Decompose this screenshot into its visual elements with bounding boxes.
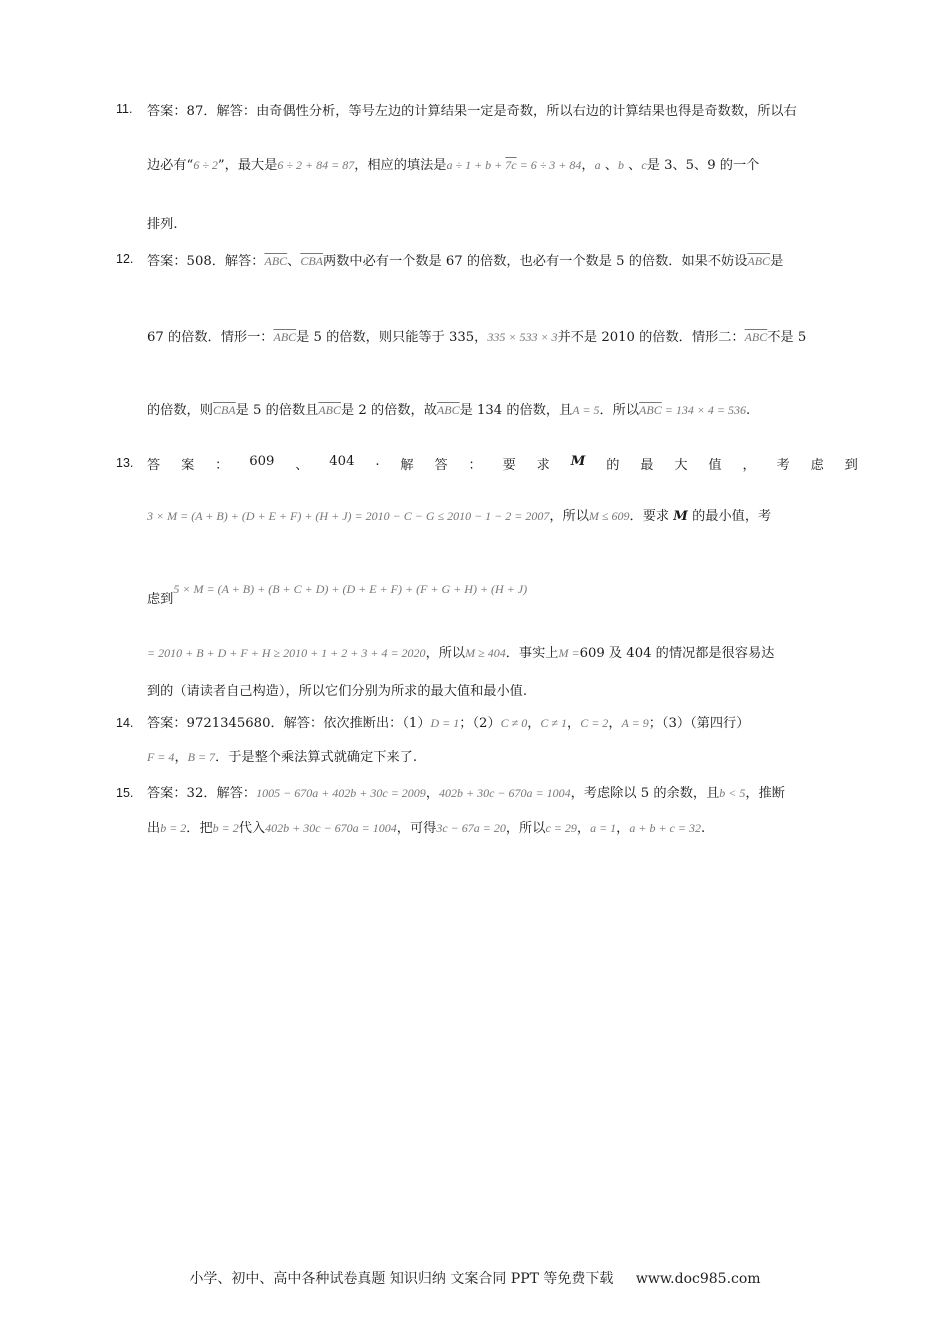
justified-token: M [570, 454, 586, 469]
justified-token: 值 [708, 458, 722, 473]
text-line: 答案：32．解答：1005 − 670a + 402b + 30c = 2009，402b + 30c − 670a = 1004，考虑除以 5 的余数，且b < 5，推断 [147, 786, 785, 801]
justified-token: 609 [249, 454, 275, 469]
justified-token: ： [468, 458, 482, 473]
text-line: 3 × M = (A + B) + (D + E + F) + (H + J) = 2010 − C − G ≤ 2010 − 1 − 2 = 2007，所以M ≤ 609．要求 M 的最小值，考 [147, 509, 772, 524]
text-line: 出b = 2．把b = 2代入402b + 30c − 670a = 1004，可得3c − 67a = 20，所以c = 29，a = 1，a + b + c = 32. [147, 821, 706, 836]
text-line: 67 的倍数．情形一：$\overline{ABC}$是 5 的倍数，则只能等于 335，335 × 533 × 3并不是 2010 的倍数．情形二：$\overline{ABC}$不是 5 [147, 330, 807, 345]
footer-text: 小学、初中、高中各种试卷真题 知识归纳 文案合同 PPT 等免费下载 [189, 1271, 614, 1287]
justified-token: ： [215, 458, 229, 473]
text-line: 排列. [147, 217, 178, 232]
text-line: 虑到5 × M = (A + B) + (B + C + D) + (D + E + F) + (F + G + H) + (H + J) [147, 582, 528, 607]
justified-token: 的 [606, 458, 620, 473]
text-line: F = 4，B = 7．于是整个乘法算式就确定下来了. [147, 750, 418, 765]
justified-token: 要 [502, 458, 516, 473]
justified-token: 404 [329, 454, 355, 469]
footer [0, 1268, 950, 1288]
justified-token: 、 [295, 458, 309, 473]
justified-token: 答 [147, 458, 161, 473]
justified-token: 求 [536, 458, 550, 473]
justified-token: 案 [181, 458, 195, 473]
justified-token: 大 [674, 458, 688, 473]
justified-token: 答 [434, 458, 448, 473]
item-number: 12. [116, 252, 134, 266]
item-number: 14. [116, 716, 134, 730]
justified-token: 虑 [810, 458, 824, 473]
footer-link[interactable]: www.doc985.com [635, 1271, 761, 1287]
text-line: 答案：87．解答：由奇偶性分析，等号左边的计算结果一定是奇数，所以右边的计算结果也得是奇数数，所以右 [147, 104, 797, 119]
justified-token: ， [742, 458, 756, 473]
justified-token: 最 [640, 458, 654, 473]
item-number: 15. [116, 786, 134, 800]
text-line: 到的（请读者自己构造），所以它们分别为所求的最大值和最小值. [147, 684, 528, 699]
justified-token: . [375, 454, 380, 469]
item-number: 11. [116, 102, 133, 116]
justified-token: 解 [400, 458, 414, 473]
justified-token: 到 [844, 458, 858, 473]
text-line: 的倍数，则$\overline{CBA}$是 5 的倍数且$\overline{ABC}$是 2 的倍数，故$\overline{ABC}$是 134 的倍数，且A = 5．所以$\overline{ABC} = 134 \times 4 = 536$. [147, 403, 751, 418]
item-number: 13. [116, 456, 134, 470]
text-line: 答案：9721345680．解答：依次推断出：（1）D = 1；（2）C ≠ 0，C ≠ 1，C = 2，A = 9；（3）（第四行） [147, 716, 750, 731]
justified-token: 考 [776, 458, 790, 473]
text-line: = 2010 + B + D + F + H ≥ 2010 + 1 + 2 + 3 + 4 = 2020，所以M ≥ 404．事实上M =609 及 404 的情况都是很容易达 [147, 646, 775, 661]
text-line: 边必有“6 ÷ 2”，最大是6 ÷ 2 + 84 = 87，相应的填法是a ÷ 1 + b + 7c = 6 ÷ 3 + 84，a 、b 、c是 3、5、9 的一个 [147, 158, 760, 173]
text-line: 答案：508．解答：$\overline{ABC}$、$\overline{CBA}$两数中必有一个数是 67 的倍数，也必有一个数是 5 的倍数．如果不妨设$\overline{ABC}$是 [147, 254, 784, 269]
text-line-justified [147, 454, 858, 473]
